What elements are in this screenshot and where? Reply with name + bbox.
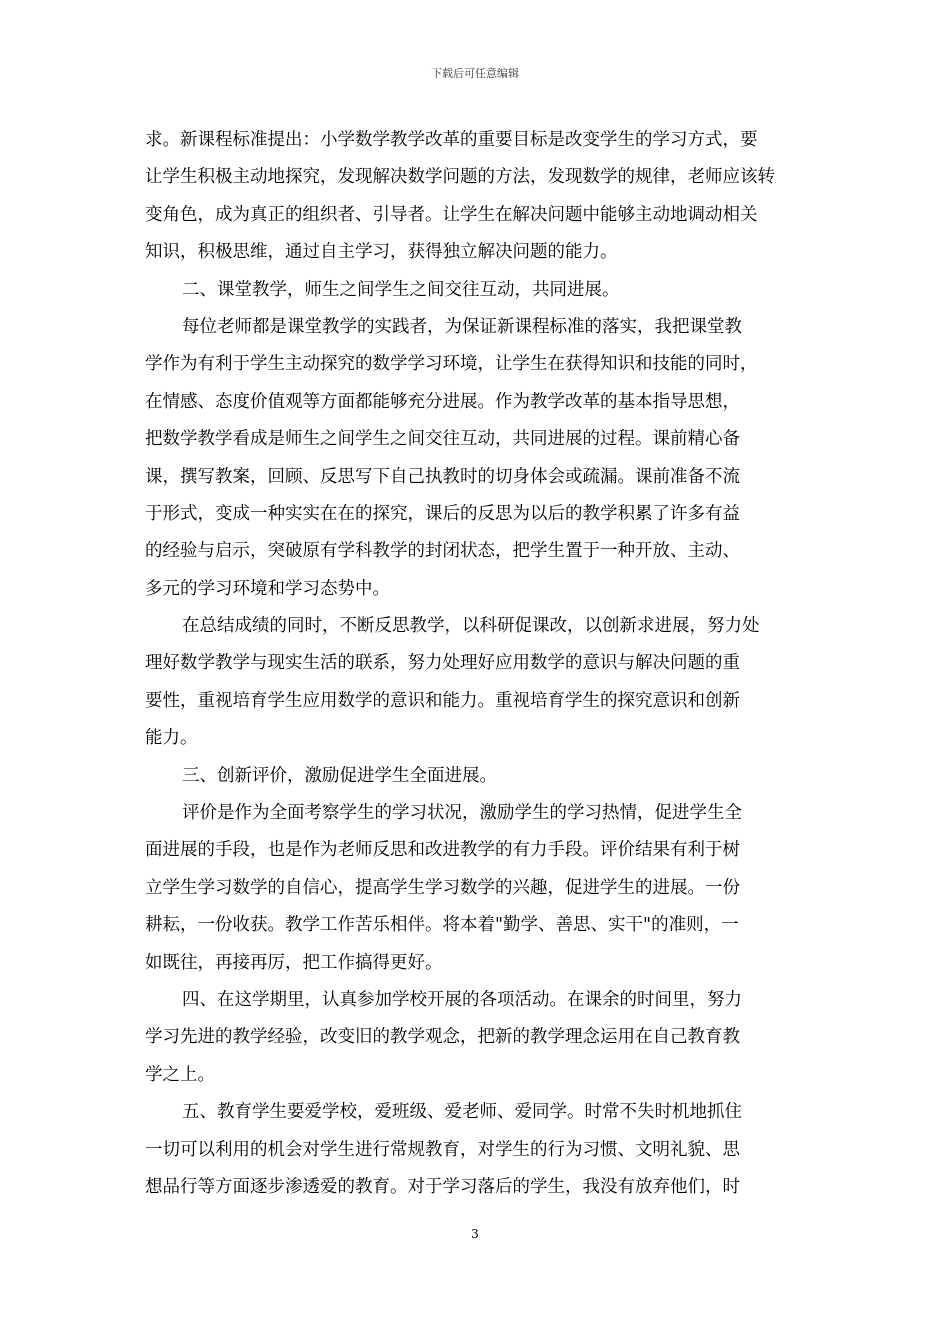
text-line: 四、在这学期里，认真参加学校开展的各项活动。在课余的时间里，努力 [182,989,742,1010]
text-line: 评价是作为全面考察学生的学习状况，激励学生的学习热情，促进学生全 [182,803,742,824]
text-line: 多元的学习环境和学习态势中。 [145,578,390,599]
paragraph-6 [145,795,807,982]
text-line: 求。新课程标准提出：小学数学教学改革的重要目标是改变学生的学习方式，要 [145,130,758,150]
paragraph-7 [145,982,807,1094]
text-line: 五、教育学生要爱学校，爱班级、爱老师、爱同学。时常不失时机地抓住 [182,1102,742,1123]
text-line: 学之上。 [145,1064,215,1085]
text-line: 学习先进的教学经验，改变旧的教学观念，把新的教学理念运用在自己教育教 [145,1027,740,1048]
text-line: 立学生学习数学的自信心，提高学生学习数学的兴趣，促进学生的进展。一份 [145,877,740,898]
text-line: 每位老师都是课堂教学的实践者，为保证新课程标准的落实，我把课堂教 [182,316,742,337]
text-line: 面进展的手段，也是作为老师反思和改进教学的有力手段。评价结果有利于树 [145,840,740,861]
paragraph-1 [145,122,807,272]
text-line: 想品行等方面逐步渗透爱的教育。对于学习落后的学生，我没有放弃他们，时 [145,1176,740,1197]
text-line: 如既往，再接再厉，把工作搞得更好。 [145,952,443,973]
text-line: 二、课堂教学，师生之间学生之间交往互动，共同进展。 [182,279,620,300]
text-line: 于形式，变成一种实实在在的探究，课后的反思为以后的教学积累了许多有益 [145,503,740,524]
text-line: 知识，积极思维，通过自主学习，获得独立解决问题的能力。 [145,242,618,263]
text-line: 把数学教学看成是师生之间学生之间交往互动，共同进展的过程。课前精心备 [145,429,740,450]
text-line: 变角色，成为真正的组织者、引导者。让学生在解决问题中能够主动地调动相关 [145,204,758,225]
document-body [145,122,807,1206]
text-line: 的经验与启示，突破原有学科教学的封闭状态，把学生置于一种开放、主动、 [145,541,740,562]
text-line: 三、创新评价，激励促进学生全面进展。 [182,765,497,786]
text-line: 在情感、态度价值观等方面都能够充分进展。作为教学改革的基本指导思想， [145,391,740,412]
section-heading-3 [145,758,807,795]
text-line: 让学生积极主动地探究，发现解决数学问题的方法，发现数学的规律，老师应该转 [145,167,775,188]
text-line: 能力。 [145,728,198,749]
text-line: 要性，重视培育学生应用数学的意识和能力。重视培育学生的探究意识和创新 [145,690,740,711]
paragraph-4 [145,608,807,758]
page-number: 3 [471,1227,479,1241]
text-line: 耕耘，一份收获。教学工作苦乐相伴。将本着"勤学、善思、实干"的准则，一 [145,915,739,936]
text-line: 课，撰写教案，回顾、反思写下自己执教时的切身体会或疏漏。课前准备不流 [145,466,740,487]
text-line: 理好数学教学与现实生活的联系，努力处理好应用数学的意识与解决问题的重 [145,653,740,674]
paragraph-3 [145,309,807,608]
page-header: 下载后可任意编辑 [431,67,519,80]
text-line: 学作为有利于学生主动探究的数学学习环境，让学生在获得知识和技能的同时， [145,354,758,375]
text-line: 一切可以利用的机会对学生进行常规教育，对学生的行为习惯、文明礼貌、思 [145,1139,740,1160]
text-line: 在总结成绩的同时，不断反思教学，以科研促课改，以创新求进展，努力处 [182,616,760,637]
paragraph-8 [145,1094,807,1206]
section-heading-2 [145,272,807,309]
